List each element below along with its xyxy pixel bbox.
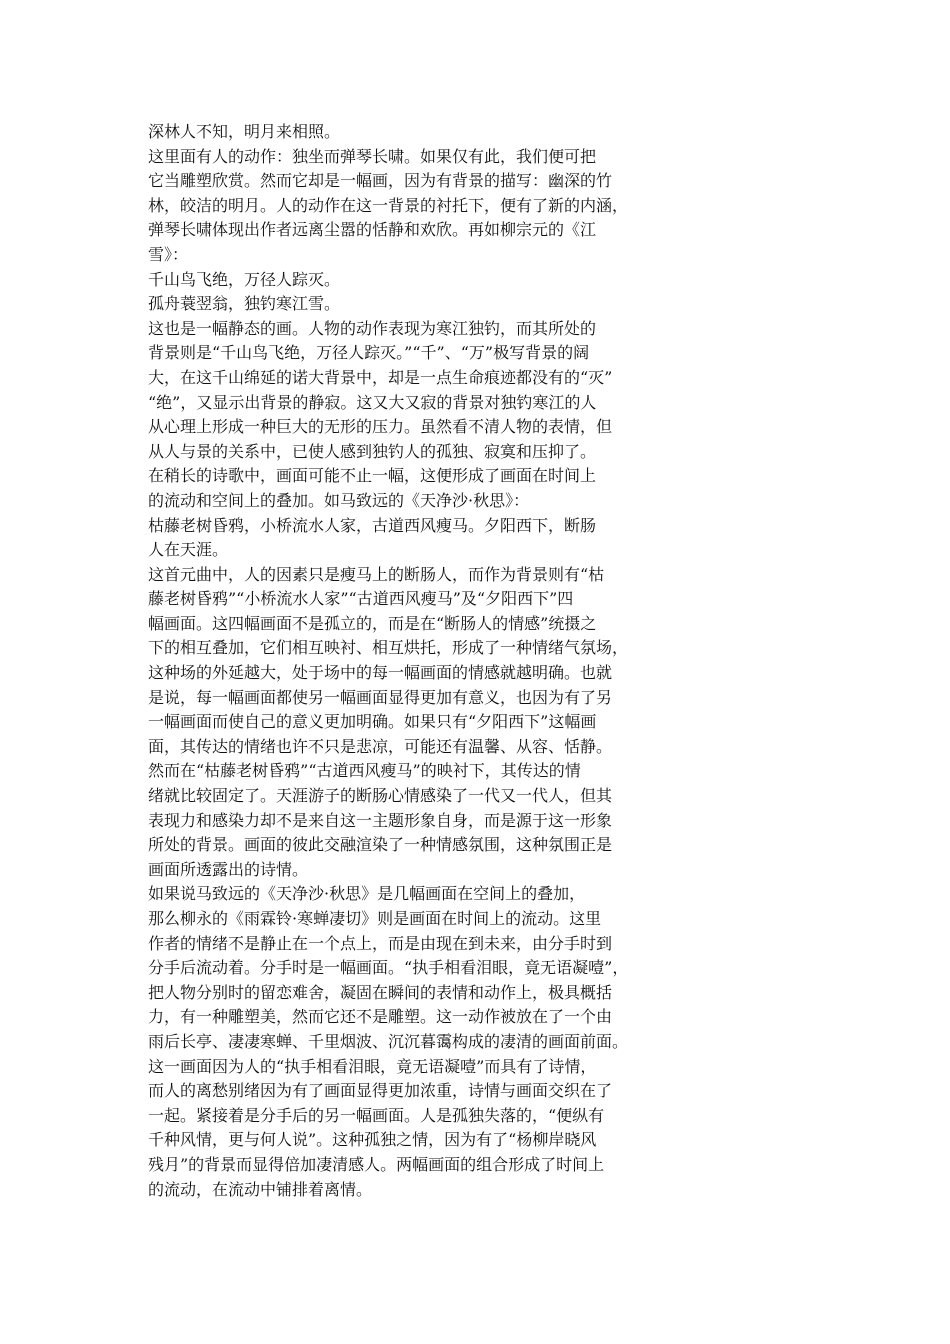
text-line: 画面所透露出的诗情。 xyxy=(148,859,309,879)
text-line: 孤舟蓑翌翁，独钓寒江雪。 xyxy=(148,294,341,314)
text-line: 下的相互叠加，它们相互映衬、相互烘托，形成了一种情绪气氛场， xyxy=(148,638,629,658)
text-line: 它当雕塑欣赏。然而它却是一幅画，因为有背景的描写：幽深的竹 xyxy=(148,171,613,191)
text-line: 在稍长的诗歌中，画面可能不止一幅，这便形成了画面在时间上 xyxy=(148,466,597,486)
text-line: 这种场的外延越大，处于场中的每一幅画面的情感就越明确。也就 xyxy=(148,663,613,683)
text-line: 残月”的背景而显得倍加凄清感人。两幅画面的组合形成了时间上 xyxy=(148,1154,605,1174)
text-line: 那么柳永的《雨霖铃·寒蝉凄切》则是画面在时间上的流动。这里 xyxy=(148,909,602,928)
text-line: 千种风情，更与何人说”。这种孤独之情，因为有了“杨柳岸晓风 xyxy=(148,1130,597,1150)
text-line: 是说，每一幅画面都使另一幅画面显得更加有意义，也因为有了另 xyxy=(148,687,613,707)
text-line: 表现力和感染力却不是来自这一主题形象自身，而是源于这一形象 xyxy=(148,810,613,830)
text-line: 大，在这千山绵延的诺大背景中，却是一点生命痕迹都没有的“灭” xyxy=(148,367,613,387)
text-line: 一幅画面而使自己的意义更加明确。如果只有“夕阳西下”这幅画 xyxy=(148,712,597,732)
text-line: 藤老树昏鸦”“小桥流水人家”“古道西风瘦马”及“夕阳西下”四 xyxy=(148,589,574,609)
text-line: 绪就比较固定了。天涯游子的断肠心情感染了一代又一代人，但其 xyxy=(148,786,613,806)
text-line: 这也是一幅静态的画。人物的动作表现为寒江独钓，而其所处的 xyxy=(148,318,597,338)
text-line: 雪》： xyxy=(148,244,189,264)
text-line: 这里面有人的动作：独坐而弹琴长啸。如果仅有此，我们便可把 xyxy=(148,146,597,166)
text-line: 的流动，在流动中铺排着离情。 xyxy=(148,1179,373,1199)
text-line: 所处的背景。画面的彼此交融渲染了一种情感氛围，这种氛围正是 xyxy=(148,835,613,855)
text-line: 面，其传达的情绪也许不只是悲凉，可能还有温馨、从容、恬静。 xyxy=(148,736,613,756)
text-line: 林，皎洁的明月。人的动作在这一背景的衬托下，便有了新的内涵， xyxy=(148,195,629,215)
text-line: 背景则是“千山鸟飞绝，万径人踪灭。”“千”、“万”极写背景的阔 xyxy=(148,343,590,363)
text-line: 枯藤老树昏鸦，小桥流水人家，古道西风瘦马。夕阳西下，断肠 xyxy=(148,515,597,535)
text-line: 把人物分别时的留恋难舍，凝固在瞬间的表情和动作上，极具概括 xyxy=(148,982,613,1002)
text-line: 幅画面。这四幅画面不是孤立的，而是在“断肠人的情感”统摄之 xyxy=(148,613,597,633)
text-line: 这一画面因为人的“执手相看泪眼，竟无语凝噎”而具有了诗情， xyxy=(148,1056,597,1076)
text-line: 深林人不知，明月来相照。 xyxy=(148,122,341,141)
text-line: 然而在“枯藤老树昏鸦”“古道西风瘦马”的映衬下，其传达的情 xyxy=(148,761,581,781)
text-line: 雨后长亭、凄凄寒蝉、千里烟波、沉沉暮霭构成的凄清的画面前面。 xyxy=(148,1031,629,1051)
text-line: 弹琴长啸体现出作者远离尘嚣的恬静和欢欣。再如柳宗元的《江 xyxy=(148,220,597,240)
document-body xyxy=(148,120,688,1202)
text-line: 作者的情绪不是静止在一个点上，而是由现在到未来，由分手时到 xyxy=(148,933,613,953)
text-line: 而人的离愁别绪因为有了画面显得更加浓重，诗情与画面交织在了 xyxy=(148,1081,613,1101)
text-line: 从人与景的关系中，已使人感到独钓人的孤独、寂寞和压抑了。 xyxy=(148,441,597,461)
text-line: 从心理上形成一种巨大的无形的压力。虽然看不清人物的表情，但 xyxy=(148,417,613,437)
text-line: 人在天涯。 xyxy=(148,540,229,560)
text-line: “绝”，又显示出背景的静寂。这又大又寂的背景对独钓寒江的人 xyxy=(148,392,597,412)
text-line: 力，有一种雕塑美，然而它还不是雕塑。这一动作被放在了一个由 xyxy=(148,1007,613,1027)
text-line: 如果说马致远的《天净沙·秋思》是几幅画面在空间上的叠加， xyxy=(148,884,586,904)
text-line: 千山鸟飞绝，万径人踪灭。 xyxy=(148,269,341,289)
text-line: 的流动和空间上的叠加。如马致远的《天净沙·秋思》： xyxy=(148,490,530,510)
text-line: 这首元曲中，人的因素只是瘦马上的断肠人，而作为背景则有“枯 xyxy=(148,564,605,584)
text-line: 分手后流动着。分手时是一幅画面。“执手相看泪眼，竟无语凝噎”， xyxy=(148,958,629,978)
text-line: 一起。紧接着是分手后的另一幅画面。人是孤独失落的，“便纵有 xyxy=(148,1105,605,1125)
